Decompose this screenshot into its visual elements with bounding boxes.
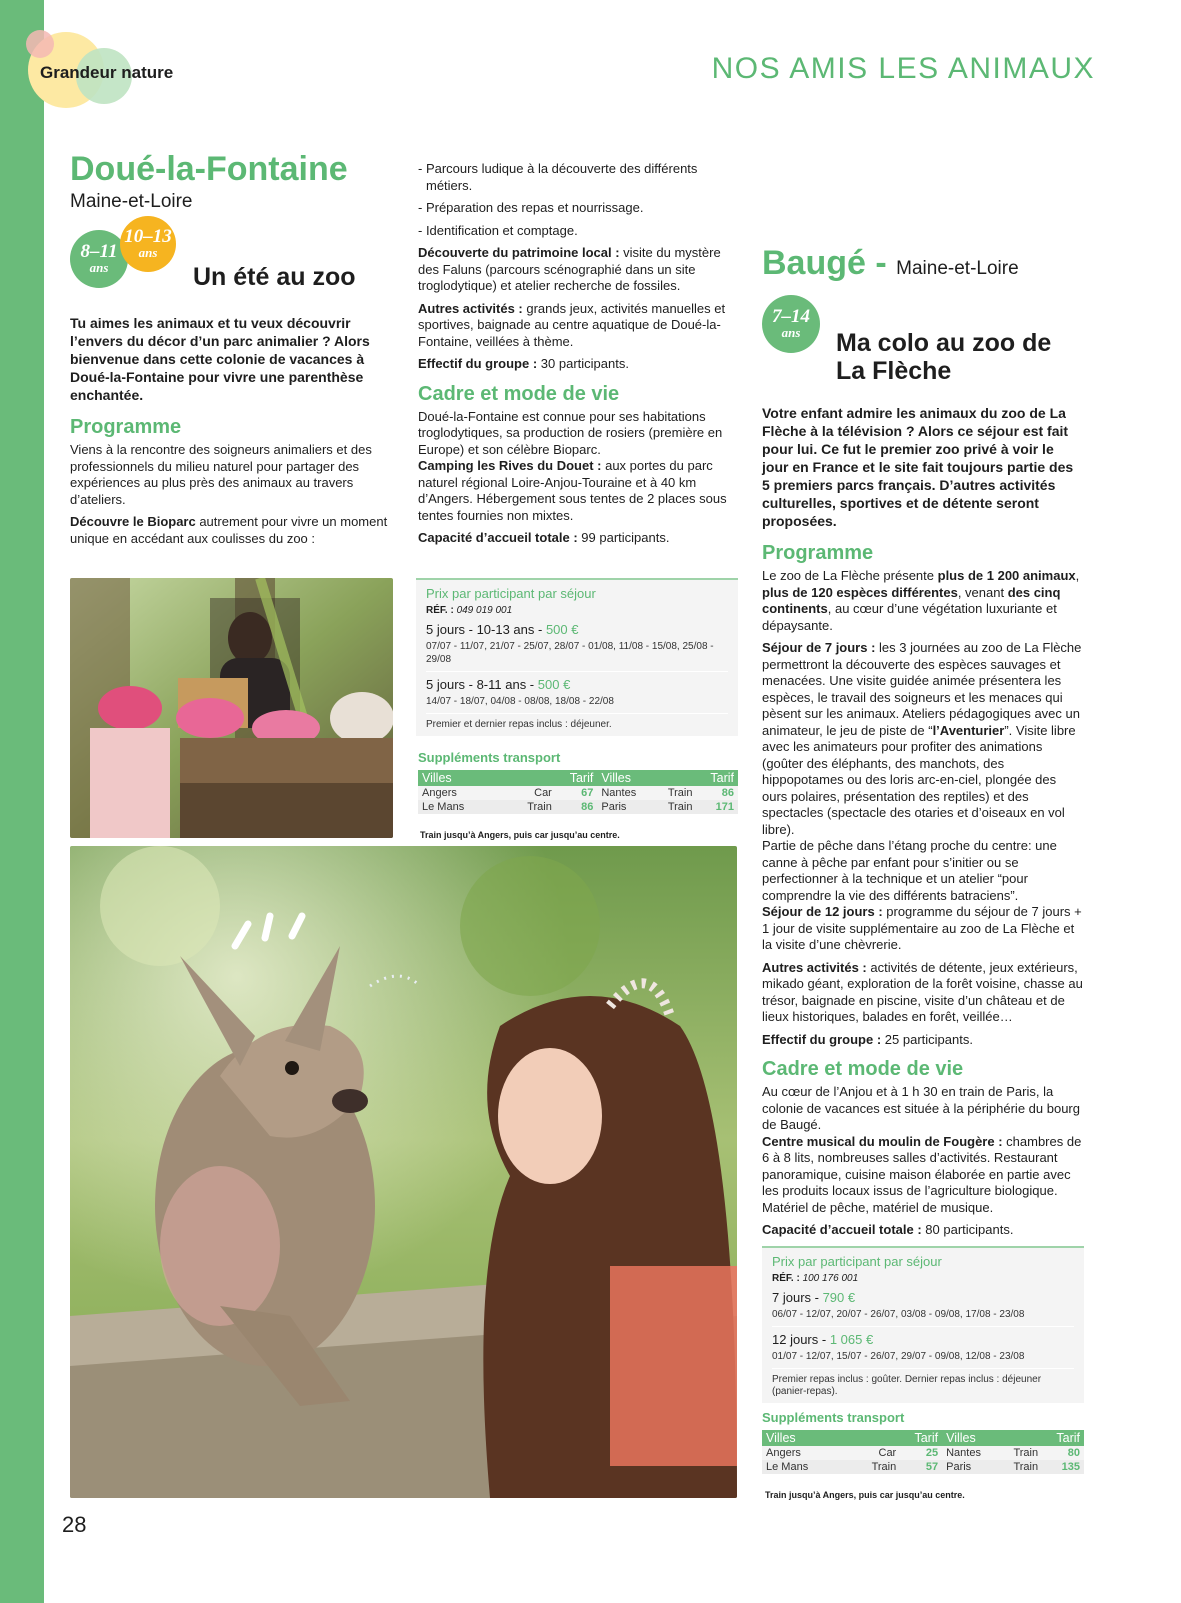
bauge-programme-text: Le zoo de La Flèche présente plus de 1 200 animaux, plus de 120 espèces différentes, venant des cinq continents, au cœur d’une végétation luxuriante et dépaysante. bbox=[762, 568, 1080, 633]
bauge-region: Maine-et-Loire bbox=[896, 258, 1019, 279]
doue-bioparc: Découvre le Bioparc autrement pour vivre un moment unique en accédant aux coulisses du zoo : bbox=[70, 514, 388, 546]
bauge-centre: Centre musical du moulin de Fougère : chambres de 6 à 8 lits, nombreuses salles d’activités. Restaurant panoramique, cuisine maison élaborée en partie avec les produits locaux issus de l’agriculture biologique. Matériel de pêche, matériel de musique. bbox=[762, 1133, 1082, 1215]
doue-price-ref: RÉF. : 049 019 001 bbox=[426, 605, 513, 616]
bauge-transport-title: Suppléments transport bbox=[762, 1410, 905, 1425]
doue-price-line-2: 5 jours - 8-11 ans - 500 € bbox=[426, 677, 571, 692]
doue-details bbox=[418, 161, 734, 553]
bauge-effectif: Effectif du groupe : 25 participants. bbox=[762, 1031, 973, 1047]
doue-price-note: Premier et dernier repas inclus : déjeuner. bbox=[426, 719, 612, 730]
bauge-cadre-heading: Cadre et mode de vie bbox=[762, 1058, 964, 1080]
photo-kangaroo-girl bbox=[70, 846, 737, 1498]
bauge-autres-activites: Autres activités : activités de détente, jeux extérieurs, mikado géant, exploration de la forêt voisine, chasse au trésor, baignade en piscine, visite d’un château et de lieux historiques, balades en forêt, veillée… bbox=[762, 959, 1083, 1024]
section-tag: Grandeur nature bbox=[40, 63, 174, 82]
doue-bullet-2: - Préparation des repas et nourrissage. bbox=[418, 200, 644, 215]
table-row: Le Mans Train 57 Paris Train 135 bbox=[762, 1460, 1084, 1474]
doue-transport-title: Suppléments transport bbox=[418, 750, 561, 765]
doue-header bbox=[70, 150, 390, 213]
doue-transport-note: Train jusqu’à Angers, puis car jusqu’au centre. bbox=[420, 830, 620, 840]
doue-lead: Tu aimes les animaux et tu veux découvrir l’envers du décor d’un parc animalier ? Alors bienvenue dans cette colonie de vacances à Doué-la-Fontaine pour vivre une parenthèse enchantée. bbox=[70, 315, 370, 403]
bauge-price-line-1: 7 jours - 790 € bbox=[772, 1290, 856, 1305]
doue-intro bbox=[70, 314, 388, 547]
bauge-content bbox=[762, 404, 1084, 1245]
doue-effectif: Effectif du groupe : 30 participants. bbox=[418, 356, 629, 371]
bauge-transport-note: Train jusqu’à Angers, puis car jusqu’au centre. bbox=[765, 1490, 965, 1500]
doue-city-title: Doué-la-Fontaine bbox=[70, 150, 348, 188]
bauge-price-dates-1: 06/07 - 12/07, 20/07 - 26/07, 03/08 - 09/08, 17/08 - 23/08 bbox=[772, 1308, 1074, 1327]
doue-region: Maine-et-Loire bbox=[70, 191, 193, 212]
table-header-row: Villes Tarif Villes Tarif bbox=[762, 1430, 1084, 1446]
age-badge-7-14: 7–14 ans bbox=[762, 295, 820, 353]
doue-bullet-1: - Parcours ludique à la découverte des différents métiers. bbox=[418, 161, 698, 193]
bauge-capacite: Capacité d’accueil totale : 80 participants. bbox=[762, 1222, 1014, 1237]
bauge-price-line-2: 12 jours - 1 065 € bbox=[772, 1332, 874, 1347]
doue-price-dates-2: 14/07 - 18/07, 04/08 - 08/08, 18/08 - 22/08 bbox=[426, 695, 728, 714]
doue-bullet-3: - Identification et comptage. bbox=[418, 222, 578, 238]
doue-cadre-heading: Cadre et mode de vie bbox=[418, 382, 620, 405]
table-row: Angers Car 67 Nantes Train 86 bbox=[418, 786, 738, 800]
bauge-price-note: Premier repas inclus : goûter. Dernier repas inclus : déjeuner (panier-repas). bbox=[772, 1374, 1042, 1397]
bauge-peche: Partie de pêche dans l’étang proche du centre: une canne à pêche par enfant pour s’initier ou se perfectionner à la technique et un atelier “pour comprendre la vie des différents batraciens”. bbox=[762, 838, 1057, 903]
table-row: Le Mans Train 86 Paris Train 171 bbox=[418, 800, 738, 814]
bauge-transport-table bbox=[762, 1430, 1084, 1474]
doue-age-badges bbox=[70, 216, 190, 292]
doue-cadre-text: Doué-la-Fontaine est connue pour ses habitations troglodytiques, sa production de rosiers (première en Europe) et son célèbre Bioparc. bbox=[418, 408, 723, 457]
bauge-price-title: Prix par participant par séjour bbox=[772, 1254, 942, 1269]
doue-stay-title: Un été au zoo bbox=[193, 263, 356, 291]
bauge-programme-heading: Programme bbox=[762, 542, 874, 564]
bauge-city-title: Baugé bbox=[762, 244, 866, 282]
doue-camping: Camping les Rives du Douet : aux portes du parc naturel régional Loire-Anjou-Touraine et à 40 km d’Angers. Hébergement sous tentes de 2 places sous tentes fournies non mixtes. bbox=[418, 458, 727, 523]
doue-price-line-1: 5 jours - 10-13 ans - 500 € bbox=[426, 622, 579, 637]
doue-autres-activites: Autres activités : grands jeux, activités manuelles et sportives, baignade au centre aquatique de Doué-la-Fontaine, veillées à thème. bbox=[418, 300, 726, 349]
bauge-price-box bbox=[762, 1246, 1084, 1403]
doue-price-box bbox=[416, 578, 738, 736]
header-title: NOS AMIS LES ANIMAUX bbox=[711, 52, 1095, 85]
table-header-row: Villes Tarif Villes Tarif bbox=[418, 770, 738, 786]
doue-patrimoine: Découverte du patrimoine local : visite du mystère des Faluns (parcours scénographié dans un site troglodytique) et atelier recherche de fossiles. bbox=[418, 245, 721, 293]
doue-programme-text: Viens à la rencontre des soigneurs animaliers et des professionnels du milieu naturel pour partager des expériences au plus près des animaux au travers d’ateliers. bbox=[70, 442, 372, 507]
table-row: Angers Car 25 Nantes Train 80 bbox=[762, 1446, 1084, 1460]
green-sidebar bbox=[0, 0, 44, 1603]
bauge-sejour-7: Séjour de 7 jours : les 3 journées au zoo de La Flèche permettront la découverte des espèces sauvages et menacées. Une visite guidée animée présentera les espèces, le travail des soigneurs et les menaces qui pèsent sur les animaux. Ateliers pédagogiques avec un animateur, le jeu de piste de “l’Aventurier”. Visite libre avec les animateurs pour profiter des animations (goûter des éléphants, des manchots, des hippopotames ou des loris arc-en-ciel, plongée des ours polaires, présentation des reptiles) et des spectacles (spectacle des otaries et d’oiseaux en vol libre). bbox=[762, 640, 1082, 837]
bauge-price-ref: RÉF. : 100 176 001 bbox=[772, 1273, 859, 1284]
doue-price-dates-1: 07/07 - 11/07, 21/07 - 25/07, 28/07 - 01/08, 11/08 - 15/08, 25/08 - 29/08 bbox=[426, 640, 728, 672]
bauge-header: Baugé - Maine-et-Loire bbox=[762, 244, 1019, 282]
photo-children-workshop bbox=[70, 578, 393, 838]
page-number: 28 bbox=[62, 1512, 87, 1537]
age-badge-10-13: 10–13 ans bbox=[120, 216, 176, 272]
doue-programme-heading: Programme bbox=[70, 416, 182, 438]
age-badge-8-11: 8–11 ans bbox=[70, 230, 128, 288]
bauge-price-dates-2: 01/07 - 12/07, 15/07 - 26/07, 29/07 - 09/08, 12/08 - 23/08 bbox=[772, 1350, 1074, 1369]
doue-capacite: Capacité d’accueil totale : 99 participants. bbox=[418, 530, 670, 545]
doue-price-title: Prix par participant par séjour bbox=[426, 586, 596, 601]
bauge-cadre-text: Au cœur de l’Anjou et à 1 h 30 en train de Paris, la colonie de vacances est située à la périphérie du bourg de Baugé. bbox=[762, 1084, 1080, 1132]
bauge-sejour-12: Séjour de 12 jours : programme du séjour de 7 jours + 1 jour de visite supplémentaire au zoo de La Flèche et la visite d’une chèvrerie. bbox=[762, 904, 1082, 952]
doue-transport-table bbox=[418, 770, 738, 814]
bauge-lead: Votre enfant admire les animaux du zoo de La Flèche à la télévision ? Alors ce séjour est fait pour lui. Ce fut le premier zoo privé à voir le jour en France et le site fait toujours partie des 5 premiers parcs français. D’autres activités culturelles, sportives et de détente seront proposées. bbox=[762, 405, 1074, 529]
bauge-stay-title: Ma colo au zoo de La Flèche bbox=[836, 329, 1052, 385]
